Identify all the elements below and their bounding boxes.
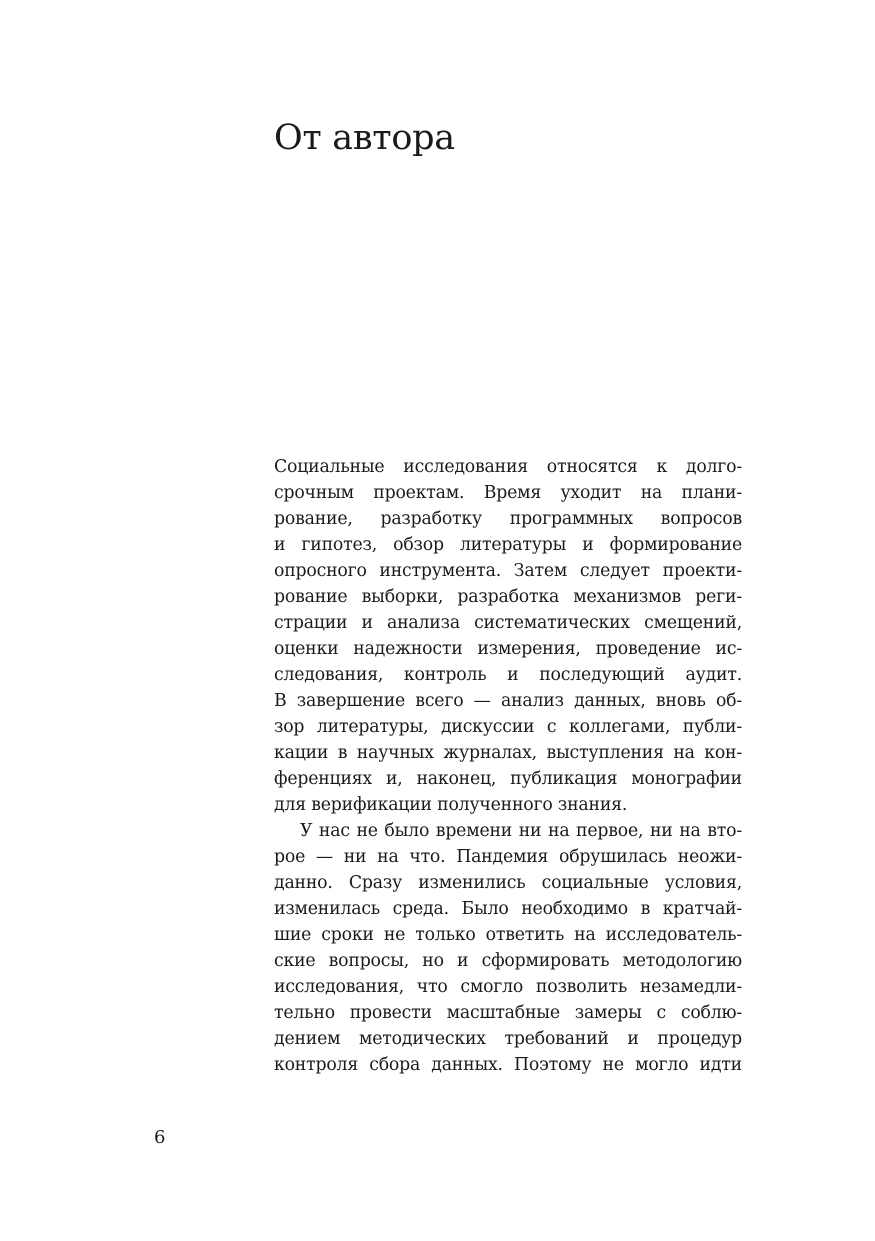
text-line: страции и анализа систематических смещений,	[274, 613, 742, 633]
text-line: для верификации полученного знания.	[274, 795, 628, 815]
text-line: данно. Сразу изменились социальные условия,	[274, 873, 742, 893]
paragraph-1	[274, 454, 742, 818]
text-line: Социальные исследования относятся к долго-	[274, 457, 742, 477]
text-line: ференциях и, наконец, публикация монографии	[274, 769, 742, 789]
chapter-title: От автора	[274, 118, 455, 158]
text-line: ские вопросы, но и сформировать методологию	[274, 951, 742, 971]
text-line: и гипотез, обзор литературы и формирование	[274, 535, 742, 555]
text-line: оценки надежности измерения, проведение ис-	[274, 639, 742, 659]
text-line: зор литературы, дискуссии с коллегами, публи-	[274, 717, 742, 737]
text-line: контроля сбора данных. Поэтому не могло идти	[274, 1055, 742, 1075]
paragraph-2	[274, 818, 742, 1078]
text-line: кации в научных журналах, выступления на кон-	[274, 743, 742, 763]
text-line: шие сроки не только ответить на исследователь-	[274, 925, 742, 945]
text-line: У нас не было времени ни на первое, ни на вто-	[300, 821, 742, 841]
text-line: опросного инструмента. Затем следует проекти-	[274, 561, 742, 581]
text-line: дением методических требований и процедур	[274, 1029, 742, 1049]
text-line: изменилась среда. Было необходимо в кратчай-	[274, 899, 742, 919]
text-line: рование, разработку программных вопросов	[274, 509, 742, 529]
text-line: тельно провести масштабные замеры с соблю-	[274, 1003, 742, 1023]
text-line: рое — ни на что. Пандемия обрушилась неожи-	[274, 847, 742, 867]
page-number: 6	[154, 1127, 166, 1148]
text-line: срочным проектам. Время уходит на плани-	[274, 483, 742, 503]
text-line: исследования, что смогло позволить незамедли-	[274, 977, 742, 997]
text-line: В завершение всего — анализ данных, вновь об-	[274, 691, 742, 711]
body-text	[274, 454, 742, 1078]
text-line: рование выборки, разработка механизмов реги-	[274, 587, 742, 607]
text-line: следования, контроль и последующий аудит.	[274, 665, 742, 685]
